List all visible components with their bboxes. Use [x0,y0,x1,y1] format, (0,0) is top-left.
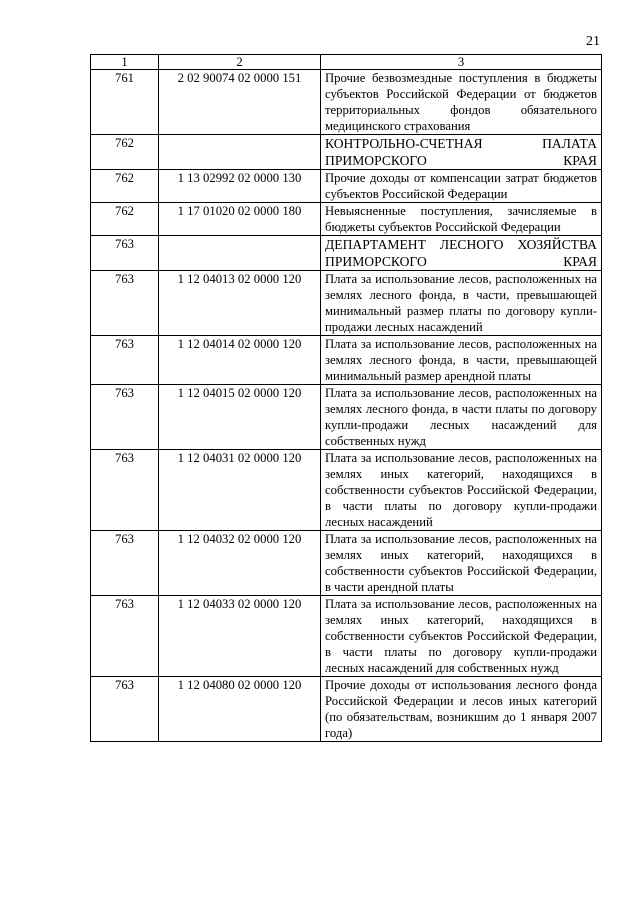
table-row [91,531,602,596]
table-row [91,271,602,336]
table-row [91,170,602,203]
description-cell: Плата за использование лесов, расположенных на землях иных категорий, находящихся в собственности субъектов Российской Федерации, в части платы по договору купли-продажи лесных насаждений для собственных нужд [321,596,602,677]
budget-code-cell: 1 12 04031 02 0000 120 [159,450,321,531]
admin-code-cell: 763 [91,271,159,336]
admin-code-cell: 763 [91,450,159,531]
admin-code-cell: 762 [91,135,159,170]
budget-code-cell: 1 12 04013 02 0000 120 [159,271,321,336]
table-row [91,135,602,170]
description-cell: Прочие безвозмездные поступления в бюджеты субъектов Российской Федерации от бюджетов территориальных фондов обязательного медицинского страхования [321,70,602,135]
revenue-codes-table [90,54,602,742]
budget-code-cell [159,135,321,170]
table-row [91,677,602,742]
budget-code-cell: 2 02 90074 02 0000 151 [159,70,321,135]
description-cell: Плата за использование лесов, расположенных на землях лесного фонда, в части платы по договору купли-продажи лесных насаждений для собственных нужд [321,385,602,450]
budget-code-cell: 1 12 04080 02 0000 120 [159,677,321,742]
admin-code-cell: 762 [91,203,159,236]
admin-code-cell: 761 [91,70,159,135]
admin-code-cell: 763 [91,677,159,742]
column-header-1: 1 [91,55,159,70]
description-cell: Плата за использование лесов, расположенных на землях иных категорий, находящихся в собственности субъектов Российской Федерации, в части платы по договору купли-продажи лесных насаждений [321,450,602,531]
budget-code-cell: 1 12 04032 02 0000 120 [159,531,321,596]
description-cell: Плата за использование лесов, расположенных на землях иных категорий, находящихся в собственности субъектов Российской Федерации, в части арендной платы [321,531,602,596]
description-cell: Невыясненные поступления, зачисляемые в бюджеты субъектов Российской Федерации [321,203,602,236]
admin-code-cell: 763 [91,336,159,385]
budget-code-cell [159,236,321,271]
table-row [91,70,602,135]
table-row [91,450,602,531]
description-cell: Плата за использование лесов, расположенных на землях лесного фонда, в части, превышающей минимальный размер платы по договору купли-продажи лесных насаждений [321,271,602,336]
column-header-3: 3 [321,55,602,70]
description-cell: Плата за использование лесов, расположенных на землях лесного фонда, в части, превышающей минимальный размер арендной платы [321,336,602,385]
budget-code-cell: 1 12 04014 02 0000 120 [159,336,321,385]
budget-code-cell: 1 12 04033 02 0000 120 [159,596,321,677]
table-row [91,336,602,385]
budget-code-cell: 1 13 02992 02 0000 130 [159,170,321,203]
department-heading-cell: ДЕПАРТАМЕНТ ЛЕСНОГО ХОЗЯЙСТВА ПРИМОРСКОГО КРАЯ [321,236,602,271]
budget-code-cell: 1 12 04015 02 0000 120 [159,385,321,450]
table-header-row [91,55,602,70]
department-heading-cell: КОНТРОЛЬНО-СЧЕТНАЯ ПАЛАТА ПРИМОРСКОГО КРАЯ [321,135,602,170]
budget-code-cell: 1 17 01020 02 0000 180 [159,203,321,236]
table-row [91,236,602,271]
table-row [91,596,602,677]
column-header-2: 2 [159,55,321,70]
page-number: 21 [586,34,600,49]
table-row [91,203,602,236]
admin-code-cell: 762 [91,170,159,203]
admin-code-cell: 763 [91,596,159,677]
description-cell: Прочие доходы от компенсации затрат бюджетов субъектов Российской Федерации [321,170,602,203]
admin-code-cell: 763 [91,531,159,596]
admin-code-cell: 763 [91,236,159,271]
description-cell: Прочие доходы от использования лесного фонда Российской Федерации и лесов иных категорий (по обязательствам, возникшим до 1 января 2007 года) [321,677,602,742]
table-body [91,70,602,742]
table-row [91,385,602,450]
admin-code-cell: 763 [91,385,159,450]
